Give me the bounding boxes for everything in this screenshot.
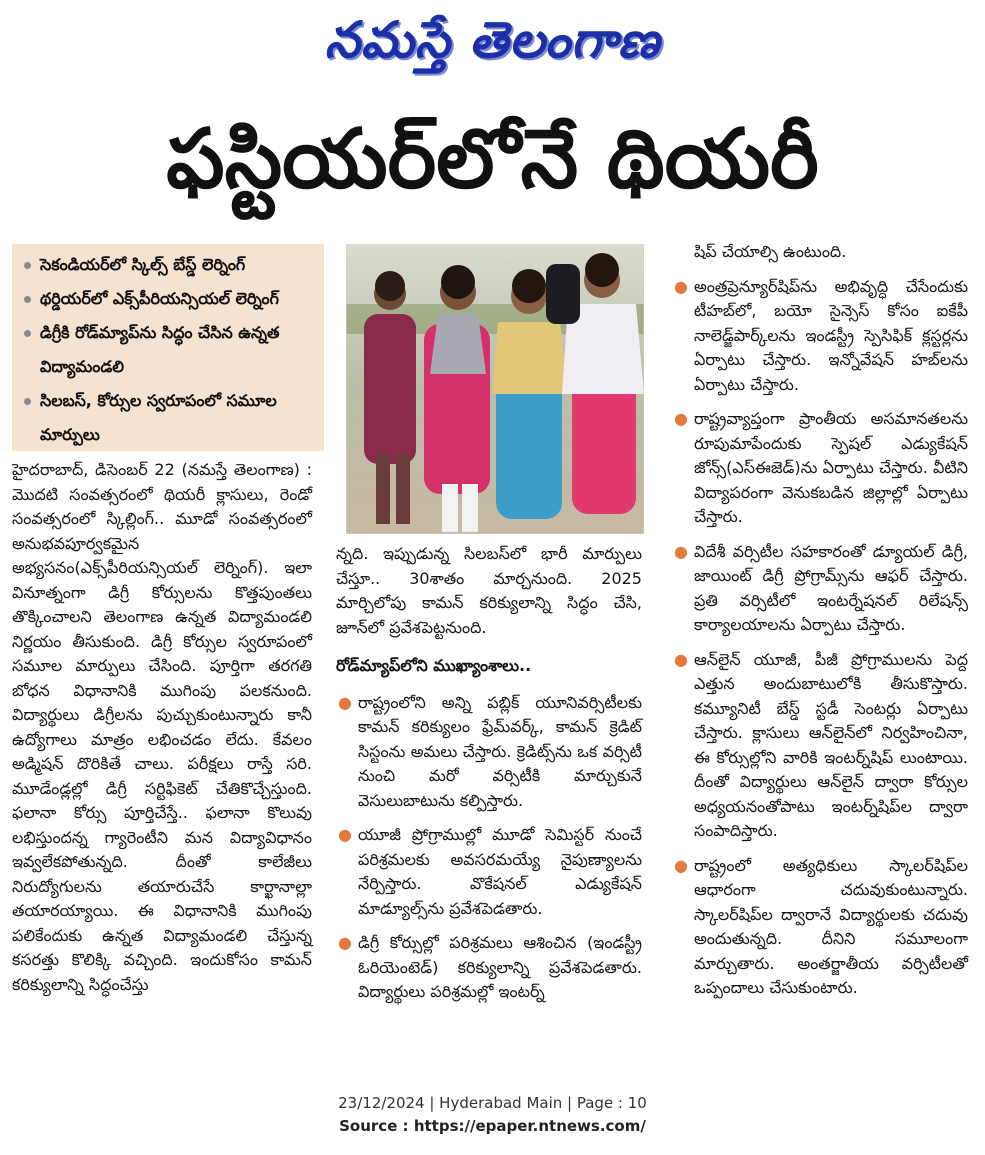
bullet-dot-icon: ● (674, 649, 688, 669)
highlight-item: డిగ్రీకి రోడ్‌మ్యాప్‌ను సిద్ధం చేసిన ఉన్నత విద్యామండలి (22, 316, 316, 384)
bullet-dot-icon (24, 330, 31, 337)
bullet-dot-icon (24, 296, 31, 303)
students-photo-image (346, 244, 644, 534)
bullet-dot-icon: ● (674, 855, 688, 875)
bullet-dot-icon: ● (674, 409, 688, 428)
roadmap-point: ● డిగ్రీ కోర్సుల్లో పరిశ్రమలు ఆశించిన (ఇండస్ట్రీ ఓరియెంటెడ్‌) కరిక్యులాన్ని ప్రవేశపెడతారు. విద్యార్థులు పరిశ్రమల్లో ఇంటర్న్‌ (338, 933, 642, 1001)
roadmap-point: ● ఆన్‌లైన్‌ యూజీ, పీజీ ప్రోగ్రాములను పెద్ద ఎత్తున అందుబాటులోకి తీసుకొస్తారు. కమ్యూనిటీ బేస్డ్‌ స్టడీ సెంటర్లు ఏర్పాటు చేస్తారు. క్లాసులు ఆన్‌లైన్‌లో నిర్వహించినా, ఈ కోర్సుల్లోని వారికి ఇంటర్న్‌షిప్‌ లుంటాయి. దీంతో విద్యార్థులు ఆన్‌లైన్‌ ద్వారా కోర్సుల అధ్యయనంతోపాటు ఇంటర్న్‌షిప్‌ల ద్వారా సంపాదిస్తారు. (674, 649, 968, 840)
continued-text: షిప్‌ చేయాల్సి ఉంటుంది. (694, 242, 847, 261)
bullet-dot-icon (24, 262, 31, 269)
article-column-2 (336, 542, 642, 1015)
bullet-dot-icon (24, 398, 31, 405)
roadmap-subheading: రోడ్‌మ్యాప్‌లోని ముఖ్యాంశాలు.. (336, 656, 532, 675)
article-paragraph: న్నది. ఇప్పుడున్న సిలబస్‌లో భారీ మార్పులు చేస్తూ.. 30శాతం మార్చనుంది. 2025 మార్చిలోపు కామన్‌ కరిక్యులాన్ని సిద్ధం చేసి, జూన్‌లో ప్రవేశపెట్టనుంది. (336, 544, 642, 637)
article-column-1 (12, 458, 312, 997)
bullet-dot-icon: ● (674, 541, 688, 561)
article-column-3 (672, 240, 968, 1011)
highlight-item: థర్డియర్‌లో ఎక్స్‌పీరియన్సియల్‌ లెర్నింగ్‌ (22, 282, 316, 316)
roadmap-point: ● రాష్ట్రంలో అత్యధికులు స్కాలర్‌షిప్‌ల ఆధారంగా చదువుకుంటున్నారు. స్కాలర్‌షిప్‌ల ద్వారానే విద్యార్థులకు చదువు అందుతున్నది. దీనిని సమూలంగా మార్చుతారు. అంతర్జాతీయ వర్సిటీలతో ఒప్పందాలు చేసుకుంటారు. (674, 855, 968, 997)
bullet-dot-icon: ● (338, 692, 352, 712)
headline: ఫస్టియర్‌లోనే థియరీ (166, 112, 819, 207)
edition-info: 23/12/2024 | Hyderabad Main | Page : 10 (338, 1094, 647, 1112)
roadmap-point: ● యూజీ ప్రోగ్రాముల్లో మూడో సెమిస్టర్‌ నుంచే పరిశ్రమలకు అవసరమయ్యే నైపుణ్యాలను నేర్పిస్తారు. వొకేషనల్‌ ఎడ్యుకేషన్‌ మాడ్యూల్స్‌ను ప్రవేశపెడతారు. (338, 825, 642, 918)
bullet-dot-icon: ● (674, 276, 688, 296)
roadmap-point: ● అంత్రప్రెన్యూర్‌షిప్‌ను అభివృద్ధి చేసేందుకు టీహబ్‌లో, బయో సైన్సెస్‌ కోసం ఐకేపీ నాలెడ్జ్‌పార్క్‌లను ఇండస్ట్రీ స్పెసిఫిక్‌ క్లస్టర్లను ఏర్పాటు చేస్తారు. ఇన్నోవేషన్‌ హబ్‌లను ఏర్పాటు చేస్తారు. (674, 276, 968, 394)
roadmap-point: ● విదేశీ వర్సిటీల సహకారంతో డ్యూయల్‌ డిగ్రీ, జాయింట్‌ డిగ్రీ ప్రోగ్రామ్స్‌ను ఆఫర్‌ చేస్తారు. ప్రతి వర్సిటీలో ఇంటర్నేషనల్‌ రిలేషన్స్‌ కార్యాలయాలను ఏర్పాటు చేస్తారు. (674, 541, 968, 634)
roadmap-point: ● రాష్ట్రవ్యాప్తంగా ప్రాంతీయ అసమానతలను రూపుమాపేందుకు స్పెషల్‌ ఎడ్యుకేషన్‌ జోన్స్‌(ఎస్‌ఈజెడ్‌)ను ఏర్పాటు చేస్తారు. వీటిని విద్యాపరంగా వెనుకబడిన జిల్లాల్లో ఏర్పాటు చేస్తారు. (674, 409, 968, 526)
masthead-logo: నమస్తే తెలంగాణ (324, 11, 661, 69)
roadmap-point: ● రాష్ట్రంలోని అన్ని పబ్లిక్‌ యూనివర్సిటీలకు కామన్‌ కరిక్యులం ఫ్రేమ్‌వర్క్‌, కామన్‌ క్రెడిట్‌ సిస్టంను అమలు చేస్తారు. క్రెడిట్స్‌ను ఒక వర్సిటీ నుంచి మరో వర్సిటీకి మార్చుకునే వెసులుబాటును కల్పిస్తారు. (338, 692, 642, 810)
source-link[interactable]: Source : https://epaper.ntnews.com/ (339, 1117, 646, 1135)
highlight-item: సెకండియర్‌లో స్కిల్స్‌ బేస్డ్‌ లెర్నింగ్‌ (22, 248, 316, 282)
bullet-dot-icon: ● (338, 933, 352, 952)
article-paragraph: హైదరాబాద్‌, డిసెంబర్‌ 22 (నమస్తే తెలంగాణ) : మొదటి సంవత్సరంలో థియరీ క్లాసులు, రెండో సంవత్సరంలో స్కిల్లింగ్‌.. మూడో సంవత్సరంలో అనుభవపూర్వకమైన అభ్యసనం(ఎక్స్‌పీరియన్సియల్‌ లెర్నింగ్‌). ఇలా వినూత్నంగా డిగ్రీ కోర్సులను కొత్తపుంతలు తొక్కించాలని తెలంగాణ ఉన్నత విద్యామండలి నిర్ణయం తీసుకుంది. డిగ్రీ కోర్సుల స్వరూపంలో సమూల మార్పులు చేసింది. పూర్తిగా తరగతి బోధన విధానానికి ముగింపు పలకనుంది. విద్యార్థులు డిగ్రీలను పుచ్చుకుంటున్నారు కానీ ఉద్యోగాలు మాత్రం లభించడం లేదు. కేవలం అడ్మిషన్‌ దొరికితే చాలు. పరీక్షలు రాస్తే సరి. మూడేండ్లల్లో డిగ్రీ సర్టిఫికెట్‌ చేతికొచ్చేస్తుంది. ఫలానా కోర్సు పూర్తిచేస్తే.. ఫలానా కొలువు లభిస్తుందన్న గ్యారెంటీని మన విద్యావిధానం ఇవ్వలేకపోతున్నది. దీంతో కాలేజీలు నిరుద్యోగులను తయారుచేసే కార్ఖానాల్లా తయారయ్యాయి. ఈ విధానానికి ముగింపు పలికేందుకు ఉన్నత విద్యామండలి చేస్తున్న కసరత్తు కొలిక్కి వచ్చింది. ఇందుకోసం కామన్‌ కరిక్యులాన్ని సిద్ధంచేస్తు (12, 460, 312, 994)
highlight-item: సిలబస్‌, కోర్సుల స్వరూపంలో సమూల మార్పులు (22, 384, 316, 452)
bullet-dot-icon: ● (338, 825, 352, 844)
students-photo (346, 244, 644, 534)
highlights-box (12, 244, 324, 451)
